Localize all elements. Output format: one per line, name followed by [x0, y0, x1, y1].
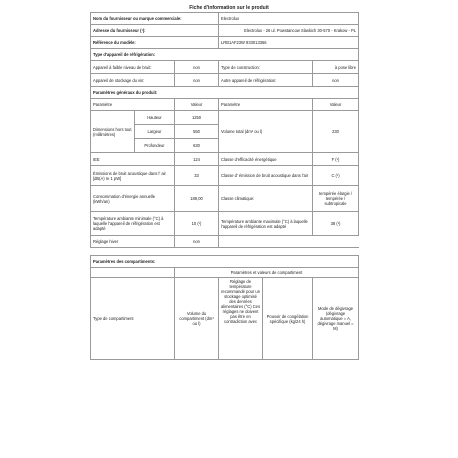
supplier-value: Electrolux	[219, 13, 359, 25]
height-label: Hauteur	[135, 111, 175, 125]
other-appliance-value: non	[313, 74, 359, 87]
page-title: Fiche d'information sur le produit	[189, 5, 269, 11]
min-temp-label: Température ambiante minimale (°C) à laquelle l'appareil de réfrigération est adapté	[91, 212, 175, 236]
max-temp-label: Température ambiante maximale (°C) à laquelle l'appareil de réfrigération est adapté	[219, 212, 313, 236]
climate-class-label: Classe climatique:	[219, 186, 313, 212]
eei-value: 124	[175, 153, 219, 166]
depth-label: Profondeur	[135, 139, 175, 153]
compartments-heading: Paramètres des compartiments:	[91, 256, 359, 268]
winter-setting-label: Réglage hiver	[91, 236, 175, 248]
address-label: Adresse du fournisseur (¹):	[91, 25, 219, 37]
param-header-2: Paramètre	[219, 99, 313, 111]
address-value: Electrolux - 26 ul. Powstancow Slaskich 30-570 - Krakow - PL	[219, 25, 359, 37]
model-label: Référence du modèle:	[91, 37, 219, 49]
energy-consumption-value: 189,00	[175, 186, 219, 212]
param-header: Paramètre	[91, 99, 175, 111]
wine-storage-value: non	[175, 74, 219, 87]
design-type-label: Type de construction:	[219, 61, 313, 74]
design-type-value: à pose libre	[313, 61, 359, 74]
volume-value: 230	[313, 111, 359, 153]
min-temp-value: 10 (¹)	[175, 212, 219, 236]
product-information-sheet	[90, 12, 358, 360]
wine-storage-label: Appareil de stockage du vin:	[91, 74, 175, 87]
appliance-type-heading: Type d'appareil de réfrigération:	[91, 49, 359, 61]
energy-class-label: Classe d'efficacité énergétique	[219, 153, 313, 166]
winter-setting-value: non	[175, 236, 219, 248]
height-value: 1250	[175, 111, 219, 125]
supplier-label: Nom du fournisseur ou marque commerciale:	[91, 13, 219, 25]
eei-label: IEE	[91, 153, 175, 166]
max-temp-value: 38 (¹)	[313, 212, 359, 236]
noise-class-label: Classe d' émission de bruit acoustique dans l'air	[219, 166, 313, 186]
value-header: Valeur	[175, 99, 219, 111]
energy-consumption-label: Consommation d'énergie annuelle (kWh/an)	[91, 186, 175, 212]
climate-class-value: tempérée élargie / tempérée / subtropicale	[313, 186, 359, 212]
defrost-type-header: Mode de dégivrage (dégivrage automatique = A, dégivrage manuel = M)	[313, 278, 359, 360]
value-header-2: Valeur	[313, 99, 359, 111]
noise-emission-label: Émissions de bruit acoustique dans l' air [dB(A) re 1 pW]	[91, 166, 175, 186]
other-appliance-label: Autre appareil de réfrigération:	[219, 74, 313, 87]
energy-class-value: F (¹)	[313, 153, 359, 166]
model-value: LRB1AF23W 933013366	[219, 37, 359, 49]
recommended-temp-header: Réglage de température recommandé pour un stockage optimisé des denrées alimentaires (°C) Ces réglages ne doivent pas être en contradiction avec	[219, 278, 263, 360]
general-parameters-heading: Paramètres généraux du produit:	[91, 87, 359, 99]
width-label: Largeur	[135, 125, 175, 139]
compartment-type-label: Type de compartiment	[91, 278, 175, 360]
product-info-table	[90, 12, 359, 360]
freezing-capacity-header: Pouvoir de congélation spécifique (kg/24 h)	[263, 278, 313, 360]
low-noise-value: non	[175, 61, 219, 74]
compartment-volume-header: Volume du compartiment (dm³ ou l)	[175, 278, 219, 360]
volume-label: Volume total (dm³ ou l)	[219, 111, 313, 153]
noise-emission-value: 33	[175, 166, 219, 186]
depth-value: 630	[175, 139, 219, 153]
dimensions-label: Dimensions hors tout (millimètres)	[91, 111, 135, 153]
width-value: 550	[175, 125, 219, 139]
low-noise-label: Appareil à faible niveau de bruit:	[91, 61, 175, 74]
compartment-group-header: Paramètres et valeurs de compartiment	[175, 268, 359, 278]
noise-class-value: C (¹)	[313, 166, 359, 186]
